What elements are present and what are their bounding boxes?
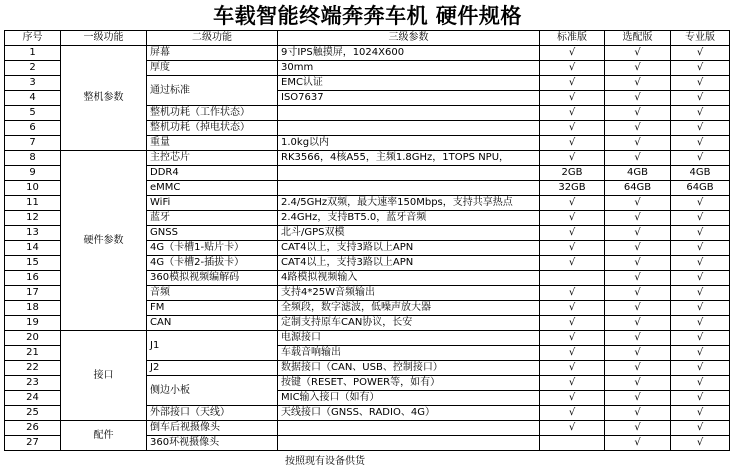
level3-cell <box>278 436 540 451</box>
optional-value: √ <box>605 391 671 406</box>
level3-cell: 30mm <box>278 61 540 76</box>
professional-value: √ <box>671 286 730 301</box>
optional-value: √ <box>605 346 671 361</box>
level2-cell: eMMC <box>147 181 278 196</box>
row-number: 2 <box>5 61 61 76</box>
level3-cell: 9寸IPS触摸屏，1024X600 <box>278 46 540 61</box>
level3-cell: EMC认证 <box>278 76 540 91</box>
professional-value: √ <box>671 241 730 256</box>
standard-value: √ <box>540 136 605 151</box>
row-number: 20 <box>5 331 61 346</box>
standard-value: √ <box>540 226 605 241</box>
professional-value: √ <box>671 121 730 136</box>
level3-cell: 定制支持原车CAN协议，长安 <box>278 316 540 331</box>
optional-value: √ <box>605 406 671 421</box>
header-level3: 三级参数 <box>278 31 540 46</box>
level2-cell: DDR4 <box>147 166 278 181</box>
professional-value: √ <box>671 391 730 406</box>
level2-cell: 厚度 <box>147 61 278 76</box>
optional-value: √ <box>605 91 671 106</box>
row-number: 3 <box>5 76 61 91</box>
standard-value: √ <box>540 61 605 76</box>
optional-value: √ <box>605 136 671 151</box>
professional-value: √ <box>671 256 730 271</box>
level3-cell: 北斗/GPS双模 <box>278 226 540 241</box>
level2-cell: 倒车后视摄像头 <box>147 421 278 436</box>
professional-value: √ <box>671 136 730 151</box>
optional-value: √ <box>605 241 671 256</box>
level2-cell: 360环视摄像头 <box>147 436 278 451</box>
optional-value: √ <box>605 301 671 316</box>
optional-value: √ <box>605 76 671 91</box>
optional-value: √ <box>605 421 671 436</box>
table-row <box>5 421 730 436</box>
optional-value: √ <box>605 256 671 271</box>
header-standard: 标准版 <box>540 31 605 46</box>
level2-cell: 屏幕 <box>147 46 278 61</box>
standard-value: √ <box>540 406 605 421</box>
standard-value: √ <box>540 121 605 136</box>
level3-cell: ISO7637 <box>278 91 540 106</box>
level3-cell: RK3566，4核A55，主频1.8GHz，1TOPS NPU， <box>278 151 540 166</box>
level2-cell: 4G（卡槽1-贴片卡） <box>147 241 278 256</box>
row-number: 14 <box>5 241 61 256</box>
professional-value: √ <box>671 226 730 241</box>
header-professional: 专业版 <box>671 31 730 46</box>
row-number: 13 <box>5 226 61 241</box>
standard-value: √ <box>540 151 605 166</box>
header-optional: 选配版 <box>605 31 671 46</box>
standard-value: √ <box>540 361 605 376</box>
level2-cell: CAN <box>147 316 278 331</box>
optional-value: √ <box>605 226 671 241</box>
professional-value: √ <box>671 211 730 226</box>
professional-value: 64GB <box>671 181 730 196</box>
row-number: 23 <box>5 376 61 391</box>
standard-value: √ <box>540 76 605 91</box>
row-number: 26 <box>5 421 61 436</box>
level1-group-whole: 整机参数 <box>61 46 147 151</box>
row-number: 25 <box>5 406 61 421</box>
level3-cell: MIC输入接口（如有） <box>278 391 540 406</box>
professional-value: √ <box>671 331 730 346</box>
level2-cell: J1 <box>147 331 278 361</box>
table-header-row <box>5 31 730 46</box>
professional-value: √ <box>671 436 730 451</box>
row-number: 7 <box>5 136 61 151</box>
row-number: 4 <box>5 91 61 106</box>
level2-cell: 音频 <box>147 286 278 301</box>
standard-value: √ <box>540 91 605 106</box>
professional-value: √ <box>671 406 730 421</box>
row-number: 6 <box>5 121 61 136</box>
table-row <box>5 151 730 166</box>
professional-value: √ <box>671 61 730 76</box>
standard-value: √ <box>540 211 605 226</box>
optional-value: √ <box>605 316 671 331</box>
professional-value: √ <box>671 151 730 166</box>
header-level1: 一级功能 <box>61 31 147 46</box>
level3-cell <box>278 106 540 121</box>
level1-group-interface: 接口 <box>61 331 147 421</box>
standard-value: 32GB <box>540 181 605 196</box>
optional-value: √ <box>605 196 671 211</box>
row-number: 5 <box>5 106 61 121</box>
optional-value: √ <box>605 106 671 121</box>
level3-cell: CAT4以上，支持3路以上APN <box>278 256 540 271</box>
level3-cell: 4路模拟视频输入 <box>278 271 540 286</box>
level3-cell: 2.4GHz，支持BT5.0，蓝牙音频 <box>278 211 540 226</box>
row-number: 27 <box>5 436 61 451</box>
level2-cell: 蓝牙 <box>147 211 278 226</box>
level1-group-hardware: 硬件参数 <box>61 151 147 331</box>
optional-value: √ <box>605 331 671 346</box>
optional-value: √ <box>605 211 671 226</box>
level3-cell: 数据接口（CAN、USB、控制接口） <box>278 361 540 376</box>
table-row <box>5 46 730 61</box>
standard-value: √ <box>540 256 605 271</box>
standard-value: √ <box>540 421 605 436</box>
level2-cell: GNSS <box>147 226 278 241</box>
header-level2: 二级功能 <box>147 31 278 46</box>
document-title: 车载智能终端奔奔车机 硬件规格 <box>213 4 522 28</box>
professional-value: √ <box>671 46 730 61</box>
level2-cell: FM <box>147 301 278 316</box>
optional-value: 64GB <box>605 181 671 196</box>
row-number: 10 <box>5 181 61 196</box>
level3-cell: 电源接口 <box>278 331 540 346</box>
professional-value: √ <box>671 376 730 391</box>
row-number: 12 <box>5 211 61 226</box>
row-number: 24 <box>5 391 61 406</box>
optional-value: √ <box>605 376 671 391</box>
optional-value: √ <box>605 121 671 136</box>
level3-cell <box>278 166 540 181</box>
level2-cell: 重量 <box>147 136 278 151</box>
professional-value: √ <box>671 316 730 331</box>
professional-value: 4GB <box>671 166 730 181</box>
standard-value: √ <box>540 346 605 361</box>
professional-value: √ <box>671 301 730 316</box>
professional-value: √ <box>671 271 730 286</box>
professional-value: √ <box>671 361 730 376</box>
standard-value: √ <box>540 301 605 316</box>
level2-cell: 整机功耗（掉电状态） <box>147 121 278 136</box>
optional-value: √ <box>605 286 671 301</box>
level2-cell: 外部接口（天线） <box>147 406 278 421</box>
level3-cell: 1.0kg以内 <box>278 136 540 151</box>
row-number: 15 <box>5 256 61 271</box>
table-row <box>5 331 730 346</box>
standard-value: √ <box>540 286 605 301</box>
level2-cell: 4G（卡槽2-插拔卡） <box>147 256 278 271</box>
level2-cell: 侧边小板 <box>147 376 278 406</box>
row-number: 18 <box>5 301 61 316</box>
optional-value: 4GB <box>605 166 671 181</box>
professional-value: √ <box>671 106 730 121</box>
standard-value: √ <box>540 376 605 391</box>
optional-value: √ <box>605 436 671 451</box>
level3-cell: 2.4/5GHz双频，最大速率150Mbps，支持共享热点 <box>278 196 540 211</box>
level2-cell: 通过标准 <box>147 76 278 106</box>
standard-value <box>540 271 605 286</box>
standard-value: √ <box>540 106 605 121</box>
row-number: 17 <box>5 286 61 301</box>
row-number: 22 <box>5 361 61 376</box>
level2-cell: 主控芯片 <box>147 151 278 166</box>
level3-cell: 全频段，数字滤波，低噪声放大器 <box>278 301 540 316</box>
standard-value: √ <box>540 196 605 211</box>
professional-value: √ <box>671 346 730 361</box>
level1-group-accessory: 配件 <box>61 421 147 451</box>
standard-value: √ <box>540 46 605 61</box>
row-number: 21 <box>5 346 61 361</box>
optional-value: √ <box>605 46 671 61</box>
level3-cell <box>278 181 540 196</box>
standard-value: √ <box>540 331 605 346</box>
professional-value: √ <box>671 196 730 211</box>
level3-cell: 支持4*25W音频输出 <box>278 286 540 301</box>
row-number: 1 <box>5 46 61 61</box>
level3-cell: 按键（RESET、POWER等，如有） <box>278 376 540 391</box>
footnote: 按照现有设备供货 <box>285 456 365 467</box>
level3-cell <box>278 121 540 136</box>
professional-value: √ <box>671 76 730 91</box>
level2-cell: 整机功耗（工作状态） <box>147 106 278 121</box>
level2-cell: J2 <box>147 361 278 376</box>
optional-value: √ <box>605 271 671 286</box>
level2-cell: WiFi <box>147 196 278 211</box>
standard-value: √ <box>540 241 605 256</box>
standard-value: √ <box>540 316 605 331</box>
optional-value: √ <box>605 361 671 376</box>
spec-table <box>4 30 730 451</box>
level3-cell: 车载音响输出 <box>278 346 540 361</box>
row-number: 16 <box>5 271 61 286</box>
optional-value: √ <box>605 61 671 76</box>
level3-cell: 天线接口（GNSS、RADIO、4G） <box>278 406 540 421</box>
standard-value <box>540 436 605 451</box>
level2-cell: 360模拟视频编解码 <box>147 271 278 286</box>
row-number: 9 <box>5 166 61 181</box>
optional-value: √ <box>605 151 671 166</box>
level3-cell <box>278 421 540 436</box>
professional-value: √ <box>671 91 730 106</box>
row-number: 11 <box>5 196 61 211</box>
standard-value: 2GB <box>540 166 605 181</box>
row-number: 19 <box>5 316 61 331</box>
row-number: 8 <box>5 151 61 166</box>
professional-value: √ <box>671 421 730 436</box>
level3-cell: CAT4以上，支持3路以上APN <box>278 241 540 256</box>
standard-value: √ <box>540 391 605 406</box>
header-no: 序号 <box>5 31 61 46</box>
